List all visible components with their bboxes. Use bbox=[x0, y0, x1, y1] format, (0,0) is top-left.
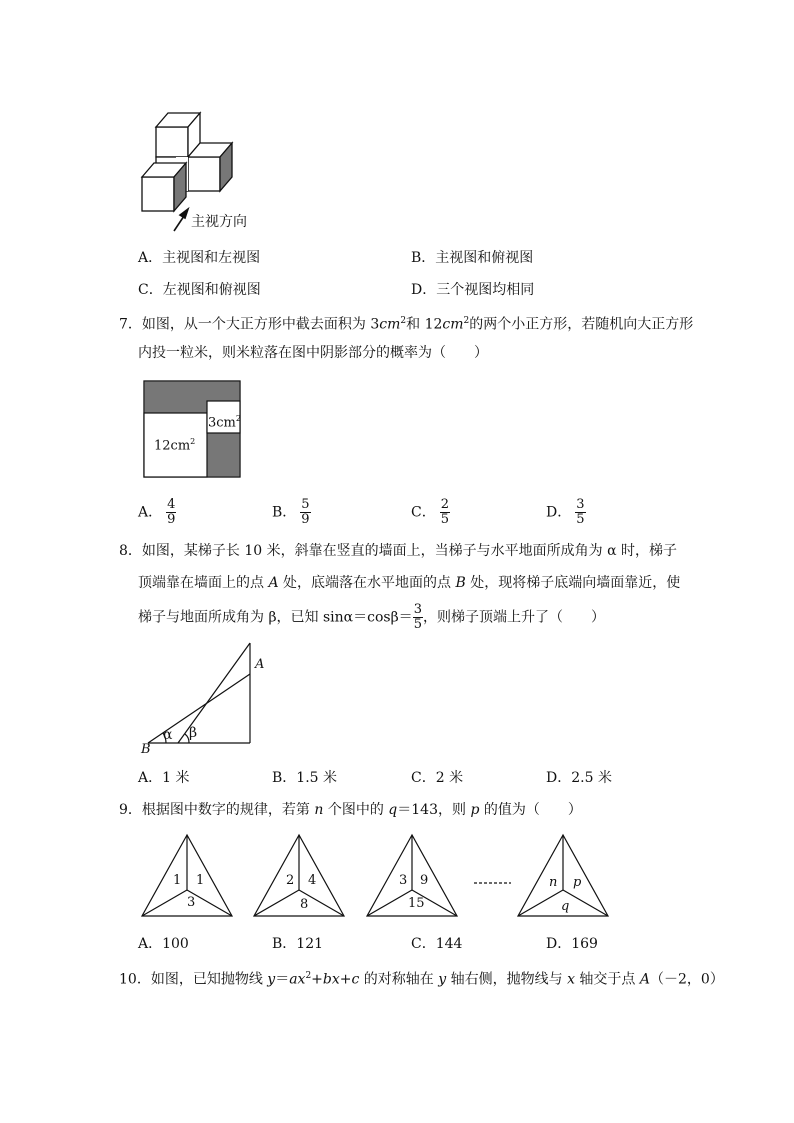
q7-text-line1 bbox=[119, 311, 693, 335]
alpha-label: α bbox=[163, 727, 173, 743]
ladder-figure bbox=[138, 640, 273, 760]
tri2-right: 4 bbox=[308, 873, 317, 888]
cube-front-face bbox=[188, 157, 220, 191]
option-d[interactable]: D．三个视图均相同 bbox=[411, 282, 535, 298]
shaded-region-right bbox=[207, 433, 240, 477]
tri1-bottom: 3 bbox=[187, 895, 196, 910]
q8-text-line2: 顶端靠在墙面上的点 A 处，底端落在水平地面的点 B 处，现将梯子底端向墙面靠近，使 bbox=[138, 575, 681, 591]
option-d[interactable]: D．2.5 米 bbox=[546, 770, 612, 786]
option-a[interactable]: A．1 米 bbox=[138, 770, 190, 786]
option-c[interactable]: C． $\frac{2}{5}$ bbox=[411, 497, 449, 527]
q7-text-c: 的两个小正方形，若随机向大正方形 bbox=[469, 316, 694, 333]
tri3-left: 3 bbox=[399, 873, 408, 888]
cube-front-face bbox=[142, 177, 174, 211]
tri3-bottom: 15 bbox=[408, 896, 425, 911]
q9-text: 9．根据图中数字的规律，若第 n 个图中的 q＝143，则 p 的值为（ ） bbox=[119, 802, 582, 818]
beta-label: β bbox=[189, 725, 198, 741]
q8-text-line3: 梯子与地面所成角为 β，已知 sinα＝cosβ＝ $\frac{3}{5}$ ，则梯子顶端上升了（ ） bbox=[138, 602, 605, 632]
point-b-ref: B bbox=[455, 575, 466, 591]
q7-text-line2: 内投一粒米，则米粒落在图中阴影部分的概率为（ ） bbox=[138, 345, 488, 361]
fraction-3-5: $\frac{3}{5}$ bbox=[413, 602, 422, 632]
option-c[interactable]: C．左视图和俯视图 bbox=[138, 282, 261, 298]
cube-front-face bbox=[156, 127, 188, 157]
tri2-left: 2 bbox=[286, 873, 295, 888]
q7-text-a: 7．如图，从一个大正方形中截去面积为 3 bbox=[119, 316, 380, 333]
superscript-2: 2 bbox=[400, 316, 407, 326]
option-b[interactable]: B．121 bbox=[272, 936, 324, 952]
option-a[interactable]: A．100 bbox=[138, 936, 189, 952]
tri1-left: 1 bbox=[173, 873, 182, 888]
label-12cm: $12cm^2$ bbox=[154, 437, 196, 454]
fraction: $\frac{3}{5}$ bbox=[576, 497, 585, 527]
triangle-pattern bbox=[138, 832, 618, 922]
point-a-ref: A bbox=[268, 575, 279, 591]
superscript-2: 2 bbox=[463, 316, 470, 326]
point-b-label: B bbox=[141, 742, 151, 757]
fraction: $\frac{5}{9}$ bbox=[301, 497, 310, 527]
view-direction-label: 主视方向 bbox=[191, 214, 247, 230]
tri2-bottom: 8 bbox=[300, 897, 309, 912]
unit-cm: cm bbox=[379, 316, 401, 333]
option-a[interactable]: A． $\frac{4}{9}$ bbox=[138, 497, 176, 527]
fraction: $\frac{2}{5}$ bbox=[440, 497, 449, 527]
fraction: $\frac{4}{9}$ bbox=[167, 497, 176, 527]
triN-left: n bbox=[549, 875, 558, 890]
triN-right: p bbox=[573, 875, 582, 890]
triangle-pattern-diagram bbox=[138, 832, 618, 922]
option-b[interactable]: B．1.5 米 bbox=[272, 770, 338, 786]
q7-text-b: 和 12 bbox=[406, 316, 443, 333]
option-b[interactable]: B．主视图和俯视图 bbox=[411, 250, 534, 266]
point-a-label: A bbox=[255, 657, 265, 672]
tri3-right: 9 bbox=[420, 873, 429, 888]
q8-text-line1: 8．如图，某梯子长 10 米，斜靠在竖直的墙面上，当梯子与水平地面所成角为 α 时，梯子 bbox=[119, 543, 677, 559]
q10-text: 10．如图，已知抛物线 $y=ax^2+bx+c$ 的对称轴在 y 轴右侧，抛物线与 x 轴交于点 A（－2，0） bbox=[119, 971, 724, 988]
ladder-diagram bbox=[138, 640, 273, 760]
option-a[interactable]: A．主视图和左视图 bbox=[138, 250, 261, 266]
label-3cm: $3cm^2$ bbox=[208, 414, 241, 431]
option-d[interactable]: D．169 bbox=[546, 936, 598, 952]
option-b[interactable]: B． $\frac{5}{9}$ bbox=[272, 497, 310, 527]
option-c[interactable]: C．144 bbox=[411, 936, 463, 952]
triangle-2 bbox=[254, 835, 344, 916]
unit-cm: cm bbox=[442, 316, 464, 333]
tri1-right: 1 bbox=[196, 873, 205, 888]
triN-bottom: q bbox=[561, 899, 570, 914]
option-d[interactable]: D． $\frac{3}{5}$ bbox=[546, 497, 585, 527]
option-c[interactable]: C．2 米 bbox=[411, 770, 464, 786]
